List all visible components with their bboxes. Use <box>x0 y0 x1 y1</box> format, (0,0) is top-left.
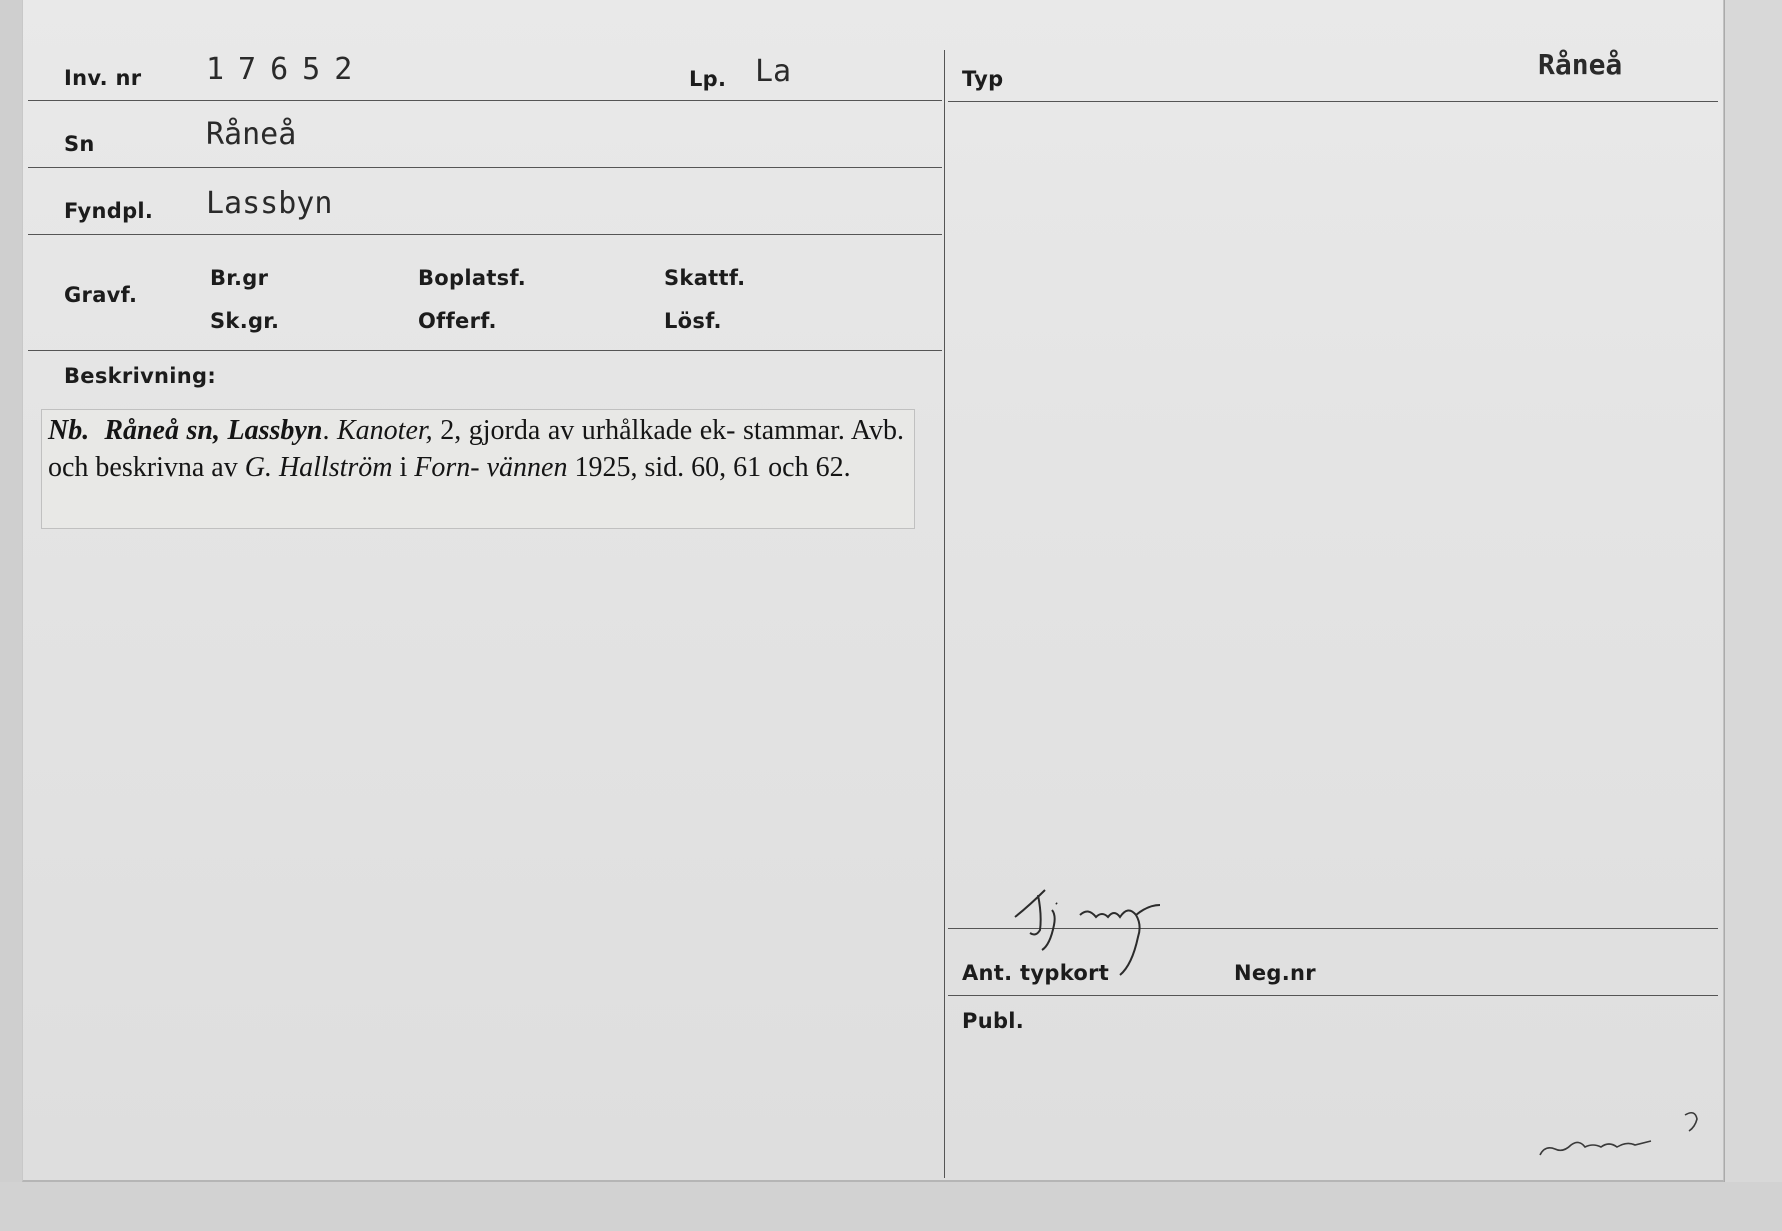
clip-author: G. Hallström <box>244 452 393 483</box>
scan-edge-right <box>1724 0 1782 1231</box>
boplatsf-label: Boplatsf. <box>418 266 527 290</box>
fyndpl-value: Lassbyn <box>206 186 333 221</box>
inv-label: Inv. nr <box>64 66 142 90</box>
clip-citation: 1925, sid. 60, 61 och 62. <box>574 452 851 483</box>
lp-label: Lp. <box>689 67 727 91</box>
clip-journal-b: vännen <box>486 452 568 483</box>
gravf-label: Gravf. <box>64 283 138 307</box>
losf-label: Lösf. <box>664 309 722 333</box>
ant-typkort-label: Ant. typkort <box>962 961 1110 985</box>
publ-label: Publ. <box>962 1009 1025 1033</box>
inv-value: 17652 <box>206 52 367 87</box>
clip-object: Kanoter, <box>336 415 433 446</box>
brgr-label: Br.gr <box>210 266 269 290</box>
rule-gravf <box>28 350 942 351</box>
clip-dot: . <box>322 415 330 446</box>
fyndpl-label: Fyndpl. <box>64 199 154 223</box>
clipping-text <box>48 412 904 486</box>
pencil-scribble <box>1535 1105 1715 1165</box>
clip-nb: Nb. <box>48 415 90 446</box>
rule-neg <box>948 995 1718 996</box>
catalog-card <box>22 0 1725 1182</box>
clip-line2-a: stammar. Avb. och beskrivna av <box>48 415 905 483</box>
clip-place: Råneå sn, Lassbyn <box>104 415 323 446</box>
clip-line1-rest: 2, gjorda av urhålkade ek- <box>440 415 736 446</box>
rule-fyndpl <box>28 234 942 235</box>
rule-typ <box>948 101 1718 102</box>
rule-sn <box>28 167 942 168</box>
clip-journal-a: Forn- <box>414 452 480 483</box>
pasted-clipping <box>41 409 915 529</box>
scan-edge-bottom <box>0 1182 1782 1231</box>
column-divider <box>944 50 945 1178</box>
neg-label: Neg.nr <box>1234 961 1316 985</box>
sn-label: Sn <box>64 132 95 156</box>
skattf-label: Skattf. <box>664 266 746 290</box>
skgr-label: Sk.gr. <box>210 309 280 333</box>
typ-label: Typ <box>962 67 1004 91</box>
rule-inv <box>28 100 942 101</box>
typ-value: Råneå <box>1538 48 1623 81</box>
beskrivning-label: Beskrivning: <box>64 364 217 388</box>
lp-value: La <box>755 54 792 89</box>
sn-value: Råneå <box>206 117 297 152</box>
clip-line2-i: i <box>399 452 408 483</box>
offerf-label: Offerf. <box>418 309 497 333</box>
